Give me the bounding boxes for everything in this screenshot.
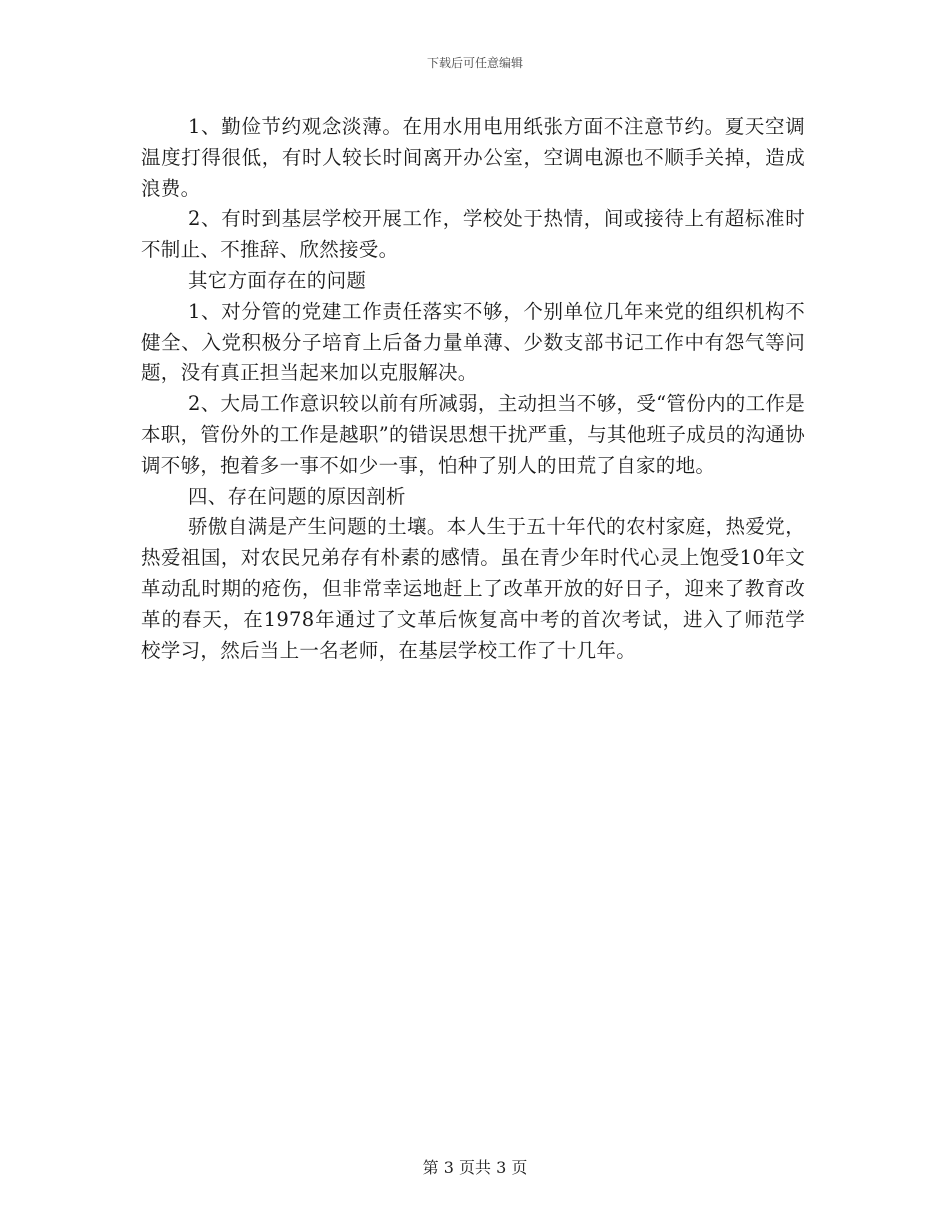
- paragraph-saving-awareness: 1、勤俭节约观念淡薄。在用水用电用纸张方面不注意节约。夏天空调温度打得很低，有时人较长时间离开办公室，空调电源也不顺手关掉，造成浪费。: [141, 115, 805, 200]
- paragraph-party-building: 1、对分管的党建工作责任落实不够，个别单位几年来党的组织机构不健全、入党积极分子培育上后备力量单薄、少数支部书记工作中有怨气等问题，没有真正担当起来加以克服解决。: [141, 299, 805, 385]
- paragraph-complacency: 骄傲自满是产生问题的土壤。本人生于五十年代的农村家庭，热爱党，热爱祖国，对农民兄弟存有朴素的感情。虽在青少年时代心灵上饱受10年文革动乱时期的疮伤，但非常幸运地赶上了改革开放的好日子，迎来了教育改革的春天，在1978年通过了文革后恢复高中考的首次考试，进入了师范学校学习，然后当上一名老师，在基层学校工作了十几年。: [141, 515, 805, 662]
- page-header: 下载后可任意编辑: [426, 56, 523, 70]
- section-heading-cause-analysis: 四、存在问题的原因剖析: [188, 484, 406, 508]
- page-number: 第 3 页共 3 页: [422, 1158, 528, 1177]
- paragraph-overall-awareness: 2、大局工作意识较以前有所减弱，主动担当不够，受“管份内的工作是本职，管份外的工作是越职”的错误思想干扰严重，与其他班子成员的沟通协调不够，抱着多一事不如少一事，怕种了别人的田荒了自家的地。: [141, 392, 805, 477]
- document-body: [141, 112, 805, 666]
- paragraph-reception-standards: 2、有时到基层学校开展工作，学校处于热情，间或接待上有超标准时不制止、不推辞、欣然接受。: [141, 207, 805, 262]
- section-heading-other-issues: 其它方面存在的问题: [188, 268, 367, 292]
